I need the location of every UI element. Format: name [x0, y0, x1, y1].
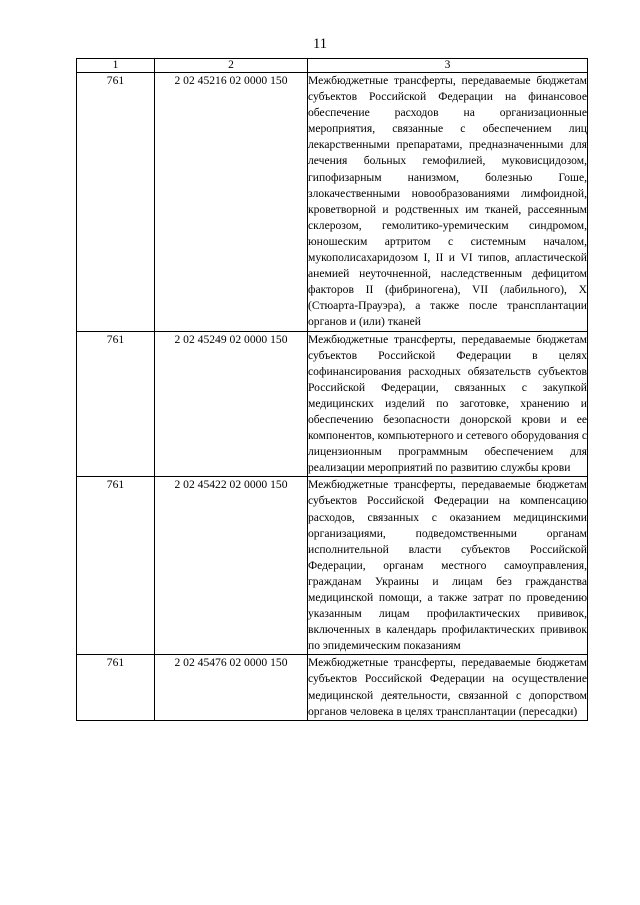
column-header-2: 2	[155, 59, 308, 73]
description-cell: Межбюджетные трансферты, передаваемые бюджетам субъектов Российской Федерации на компенсацию расходов, связанных с оказанием медицинскими организациями, подведомственными органам исполнительной власти субъектов Российской Федерации, органам местного самоуправления, гражданам Украины и лицам без гражданства медицинской помощи, а также затрат по проведению указанным лицам профилактических прививок, включенных в календарь профилактических прививок по эпидемическим показаниям	[308, 477, 588, 655]
table-row	[77, 477, 588, 655]
income-code-cell: 2 02 45476 02 0000 150	[155, 655, 308, 720]
page-number: 11	[313, 36, 327, 52]
table-row	[77, 655, 588, 720]
table-row	[77, 331, 588, 477]
income-code-cell: 2 02 45216 02 0000 150	[155, 73, 308, 332]
table-row	[77, 73, 588, 332]
income-code-cell: 2 02 45249 02 0000 150	[155, 331, 308, 477]
admin-code-cell: 761	[77, 331, 155, 477]
column-header-1: 1	[77, 59, 155, 73]
column-header-3: 3	[308, 59, 588, 73]
budget-classification-table	[76, 58, 588, 721]
description-cell: Межбюджетные трансферты, передаваемые бюджетам субъектов Российской Федерации на осуществление медицинской деятельности, связанной с допорством органов человека в целях трансплантации (пересадки)	[308, 655, 588, 720]
income-code-cell: 2 02 45422 02 0000 150	[155, 477, 308, 655]
table-header-row	[77, 59, 588, 73]
description-cell: Межбюджетные трансферты, передаваемые бюджетам субъектов Российской Федерации на финансовое обеспечение расходов на организационные мероприятия, связанные с обеспечением лиц лекарственными препаратами, предназначенными для лечения больных гемофилией, муковисцидозом, гипофизарным нанизмом, болезнью Гоше, злокачественными новообразованиями лимфоидной, кроветворной и родственных им тканей, рассеянным склерозом, гемолитико-уремическим синдромом, юношеским артритом с системным началом, мукополисахаридозом I, II и VI типов, апластической анемией неуточненной, наследственным дефицитом факторов II (фибриногена), VII (лабильного), X (Стюарта-Прауэра), а также после трансплантации органов и (или) тканей	[308, 73, 588, 332]
admin-code-cell: 761	[77, 477, 155, 655]
admin-code-cell: 761	[77, 655, 155, 720]
description-cell: Межбюджетные трансферты, передаваемые бюджетам субъектов Российской Федерации в целях софинансирования расходных обязательств субъектов Российской Федерации, связанных с закупкой медицинских изделий по заготовке, хранению и обеспечению безопасности донорской крови и ее компонентов, компьютерного и сетевого оборудования с лицензионным программным обеспечением для реализации мероприятий по развитию службы крови	[308, 331, 588, 477]
admin-code-cell: 761	[77, 73, 155, 332]
